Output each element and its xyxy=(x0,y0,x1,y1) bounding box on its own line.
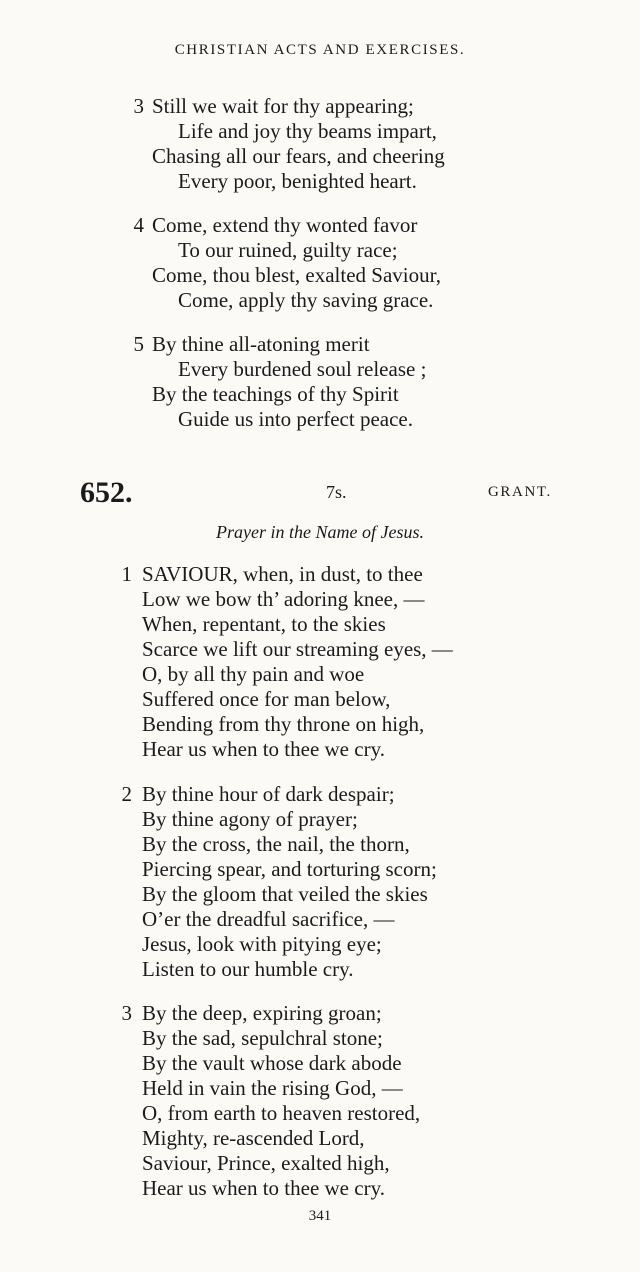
verse-line: Hear us when to thee we cry. xyxy=(142,737,385,761)
verse-line: Come, extend thy wonted favor xyxy=(152,213,418,237)
verse-line: Come, thou blest, exalted Saviour, xyxy=(152,263,442,287)
verse-line: Scarce we lift our streaming eyes, — xyxy=(142,637,453,661)
prev-stanza-3 xyxy=(133,94,445,194)
verse-line: Held in vain the rising God, — xyxy=(142,1076,403,1100)
verse-line: By the deep, expiring groan; xyxy=(142,1001,382,1025)
stanza-number: 2 xyxy=(121,782,132,806)
verse-line: Listen to our humble cry. xyxy=(142,957,354,981)
verse-line: Still we wait for thy appearing; xyxy=(152,94,414,118)
verse-line: Bending from thy throne on high, xyxy=(142,712,425,736)
prev-stanza-4 xyxy=(133,213,442,313)
verse-line: SAVIOUR, when, in dust, to thee xyxy=(142,562,423,586)
verse-line: Mighty, re-ascended Lord, xyxy=(142,1126,365,1150)
verse-line: Chasing all our fears, and cheering xyxy=(152,144,445,168)
stanza-number: 3 xyxy=(133,94,144,118)
verse-line: To our ruined, guilty race; xyxy=(178,238,398,262)
verse-line: By the sad, sepulchral stone; xyxy=(142,1026,383,1050)
verse-line: Piercing spear, and torturing scorn; xyxy=(142,857,437,881)
verse-line: By the teachings of thy Spirit xyxy=(152,382,399,406)
hymn-tune: GRANT. xyxy=(488,484,552,500)
prev-stanza-5 xyxy=(133,332,427,432)
verse-line: Every burdened soul release ; xyxy=(178,357,427,381)
verse-line: Guide us into perfect peace. xyxy=(178,407,413,431)
hymn-title: Prayer in the Name of Jesus. xyxy=(216,522,424,542)
page-number: 341 xyxy=(308,1208,332,1224)
verse-line: Saviour, Prince, exalted high, xyxy=(142,1151,390,1175)
hymn-number: 652. xyxy=(80,476,133,509)
stanza-2 xyxy=(121,782,437,982)
verse-line: By the cross, the nail, the thorn, xyxy=(142,832,410,856)
stanza-number: 1 xyxy=(121,562,132,586)
verse-line: By thine all-atoning merit xyxy=(152,332,370,356)
stanza-3 xyxy=(121,1001,421,1201)
stanza-number: 4 xyxy=(133,213,144,237)
verse-line: Hear us when to thee we cry. xyxy=(142,1176,385,1200)
verse-line: Life and joy thy beams impart, xyxy=(178,119,437,143)
verse-line: O, from earth to heaven restored, xyxy=(142,1101,421,1125)
verse-line: O’er the dreadful sacrifice, — xyxy=(142,907,395,931)
verse-line: By the vault whose dark abode xyxy=(142,1051,402,1075)
verse-line: By the gloom that veiled the skies xyxy=(142,882,428,906)
stanza-1 xyxy=(121,562,453,762)
verse-line: Come, apply thy saving grace. xyxy=(178,288,434,312)
verse-line: O, by all thy pain and woe xyxy=(142,662,365,686)
verse-line: Jesus, look with pitying eye; xyxy=(142,932,382,956)
running-header: CHRISTIAN ACTS AND EXERCISES. xyxy=(174,42,466,58)
verse-line: Suffered once for man below, xyxy=(142,687,391,711)
verse-line: Every poor, benighted heart. xyxy=(178,169,417,193)
hymn-meter: 7s. xyxy=(326,482,347,502)
verse-line: When, repentant, to the skies xyxy=(142,612,386,636)
stanza-number: 5 xyxy=(133,332,144,356)
stanza-number: 3 xyxy=(121,1001,132,1025)
verse-line: By thine agony of prayer; xyxy=(142,807,358,831)
verse-line: Low we bow th’ adoring knee, — xyxy=(142,587,425,611)
verse-line: By thine hour of dark despair; xyxy=(142,782,395,806)
